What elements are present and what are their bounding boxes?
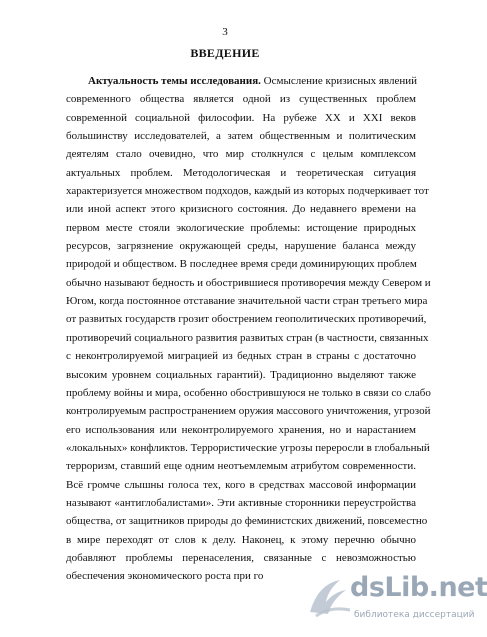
text-line: Актуальность темы исследования. Осмысление кризисных явлений — [88, 75, 418, 87]
text-line: обеспечения экономического роста при го — [66, 570, 264, 583]
watermark-fade — [210, 582, 320, 596]
watermark-subtitle: библиотека диссертаций — [354, 610, 475, 620]
text-line: от развитых государств грозит обострением геополитических противоречий, — [66, 313, 427, 326]
text-line: его использования или неконтролируемого хранения, но и нарастанием — [66, 423, 416, 436]
text-line: обычно называют бедность и обострившиеся противоречия между Севером и — [66, 276, 431, 289]
text-line: в мире переходят от слов к делу. Наконец, к этому перечню обычно — [66, 533, 416, 546]
text-line: с неконтролируемой миграцией из бедных стран в страны с достаточно — [66, 350, 416, 363]
text-line: актуальных проблем. Методологическая и теоретическая ситуация — [66, 166, 416, 179]
section-heading: ВВЕДЕНИЕ — [190, 46, 260, 60]
text-line: контролируемым распространением оружия массового уничтожения, угрозой — [66, 405, 431, 418]
text-line: или иной аспект этого кризисного состояния. До недавнего времени на — [66, 203, 416, 216]
watermark — [306, 572, 487, 628]
text-line: высоким уровнем социальных гарантий). Традиционно выделяют также — [66, 368, 416, 381]
text-line: Всё громче слышны голоса тех, кого в средствах массовой информации — [66, 478, 416, 491]
text-line: терроризм, ставший еще одним неотъемлемым атрибутом современности. — [66, 460, 416, 473]
text-line: современного общества является одной из существенных проблем — [66, 93, 416, 106]
text-line: «локальных» конфликтов. Террористические угрозы переросли в глобальный — [66, 441, 430, 454]
text-line: ресурсов, загрязнение окружающей среды, нарушение баланса между — [66, 240, 416, 253]
text-line: большинству исследователей, а затем общественным и политическим — [66, 130, 416, 143]
text-line: деятелям стало очевидно, что мир столкнулся с целым комплексом — [66, 148, 416, 161]
watermark-title: dsLib.net — [350, 572, 487, 603]
text-line: современной социальной философии. На рубеже XX и XXI веков — [66, 111, 416, 124]
text-line: проблему войны и мира, особенно обострившуюся не только в связи со слабо — [66, 386, 431, 399]
text-line: характеризуется множеством подходов, каждый из которых подчеркивает тот — [66, 185, 429, 198]
lead-phrase: Актуальность темы исследования. — [88, 75, 261, 87]
text-line: природой и обществом. В последнее время среди доминирующих проблем — [66, 258, 417, 271]
text-line: общества, от защитников природы до феминистских движений, повсеместно — [66, 515, 428, 528]
text-line: первом месте стояли экологические проблемы: истощение природных — [66, 221, 416, 234]
text-line: противоречий социального развития развитых стран (в частности, связанных — [66, 331, 429, 344]
body-text — [66, 72, 431, 586]
text-line: называют «антиглобалистами». Эти активные сторонники переустройства — [66, 496, 416, 509]
page-number: 3 — [222, 26, 228, 38]
text-line: добавляют проблемы перенаселения, связанные с невозможностью — [66, 551, 416, 564]
text-line: Югом, когда постоянное отставание значительной части стран третьего мира — [66, 295, 428, 308]
